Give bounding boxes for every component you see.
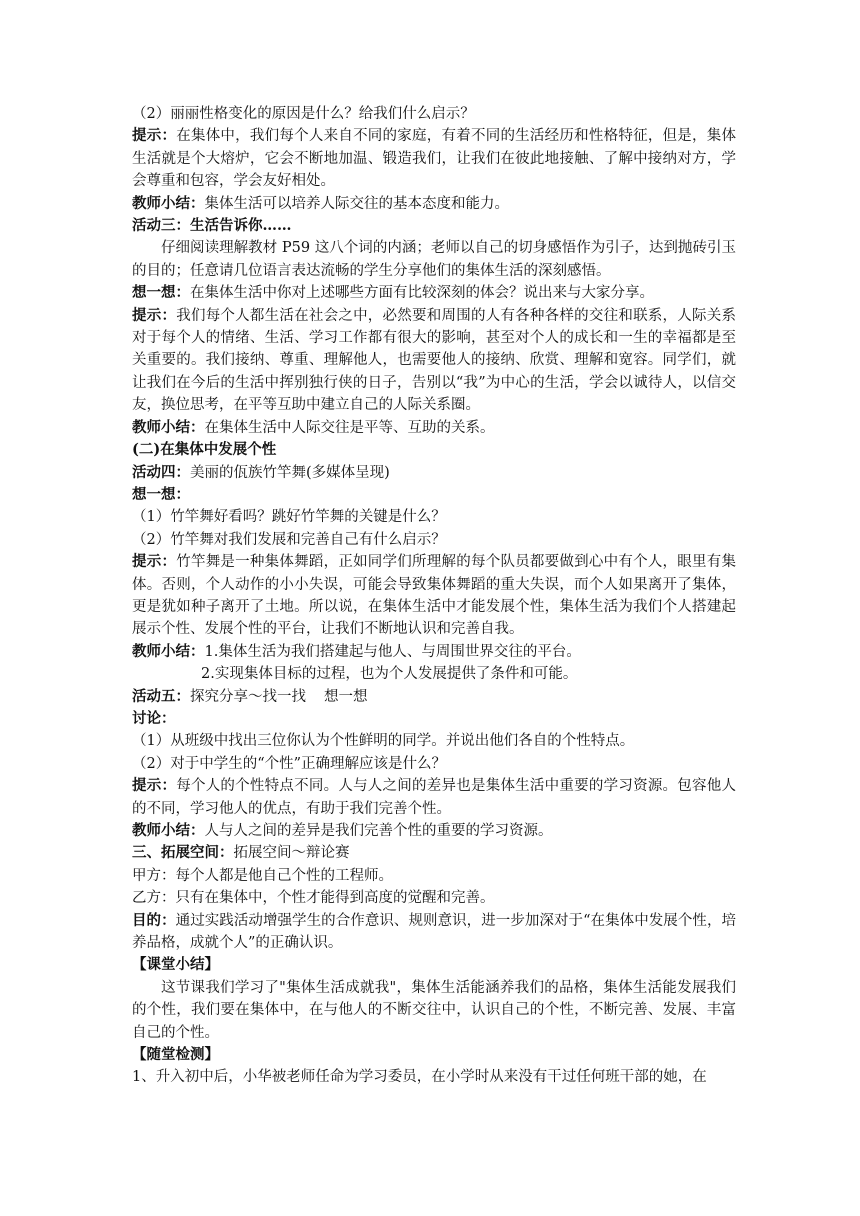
question-line: （1）竹竿舞好看吗？跳好竹竿舞的关键是什么？: [132, 509, 446, 526]
quiz-heading: 【随堂检测】: [132, 1046, 219, 1064]
question-line: （2）对于中学生的“个性”正确理解应该是什么？: [132, 755, 447, 772]
question-line: [132, 103, 736, 125]
activity-text-b: 想一想: [324, 688, 368, 705]
summary-text: 1.集体生活为我们搭建起与他人、与周围世界交往的平台。: [204, 643, 581, 660]
activity-paragraph: 仔细阅读理解教材 P59 这八个词的内涵；老师以自己的切身感悟作为引子，达到抛砖引玉的目的；任意请几位语言表达流畅的学生分享他们的集体生活的深刻感悟。: [132, 240, 736, 279]
section-label: 三、拓展空间：: [132, 844, 234, 862]
hint-paragraph: [132, 305, 736, 417]
hint-paragraph: [132, 125, 736, 192]
teacher-summary: [132, 193, 736, 215]
summary-label: 教师小结：: [132, 642, 205, 660]
hint-label: 提示：: [132, 127, 177, 145]
goal-text: 通过实践活动增强学生的合作意识、规则意识，进一步加深对于“在集体中发展个性，培养品格，成就个人”的正确认识。: [132, 912, 736, 952]
summary-label: 教师小结：: [132, 418, 205, 436]
document-body: [132, 103, 736, 1089]
summary-text: 在集体生活中人际交往是平等、互助的关系。: [204, 419, 495, 436]
hint-text: 在集体中，我们每个人来自不同的家庭，有着不同的生活经历和性格特征，但是，集体生活就是个大熔炉，它会不断地加温、锻造我们，让我们在彼此地接触、了解中接纳对方，学会尊重和包容，学会友好相处。: [132, 128, 737, 190]
question-line: （2）竹竿舞对我们发展和完善自己有什么启示？: [132, 531, 446, 548]
teacher-summary: [132, 417, 736, 439]
summary-label: 教师小结：: [132, 822, 205, 839]
activity-line: [132, 686, 736, 708]
hint-paragraph: [132, 775, 736, 820]
summary-text: 人与人之间的差异是我们完善个性的重要的学习资源。: [204, 823, 553, 839]
section-heading: (二)在集体中发展个性: [132, 441, 277, 459]
discussion-heading: 讨论：: [132, 709, 176, 727]
activity-text-a: 探究分享～找一找: [190, 688, 306, 705]
hint-text: 竹竿舞是一种集体舞蹈，正如同学们所理解的每个队员都要做到心中有个人，眼里有集体。否则，个人动作的小小失误，可能会导致集体舞蹈的重大失误，而个人如果离开了集体，更是犹如种子离开了土地。所以说，在集体生活中才能发展个性，集体生活为我们个人搭建起展示个性、发展个性的平台，让我们不断地认识和完善自我。: [132, 554, 737, 638]
question-text: （2）丽丽性格变化的原因是什么？给我们什么启示？: [132, 106, 475, 122]
hint-label: 提示：: [132, 553, 177, 571]
hint-label: 提示：: [132, 777, 177, 795]
think-label: 想一想：: [132, 284, 190, 302]
hint-paragraph: [132, 551, 736, 641]
section-line: [132, 842, 736, 864]
debate-side-a: 甲方：每个人都是他自己个性的工程师。: [132, 867, 393, 884]
activity-label: 活动四：: [132, 463, 190, 481]
think-paragraph: [132, 282, 736, 304]
hint-label: 提示：: [132, 306, 177, 324]
section-text: 拓展空间～辩论赛: [233, 845, 350, 862]
class-summary-heading: 【课堂小结】: [132, 956, 219, 974]
summary-label: 教师小结：: [132, 194, 205, 212]
class-summary-paragraph: 这节课我们学习了"集体生活成就我"，集体生活能涵养我们的品格，集体生活能发展我们的个性，我们要在集体中，在与他人的不断交往中，认识自己的个性，不断完善、发展、丰富自己的个性。: [132, 979, 736, 1041]
activity-text: 美丽的佤族竹竿舞(多媒体呈现): [190, 464, 390, 481]
think-heading: 想一想：: [132, 485, 190, 503]
summary-text: 集体生活可以培养人际交往的基本态度和能力。: [204, 195, 509, 212]
think-text: 在集体生活中你对上述哪些方面有比较深刻的体会？说出来与大家分享。: [190, 285, 654, 302]
goal-paragraph: [132, 910, 736, 955]
debate-side-b: 乙方：只有在集体中，个性才能得到高度的觉醒和完善。: [132, 890, 495, 907]
activity-label: 活动五：: [132, 687, 190, 705]
summary-continuation: 2.实现集体目标的过程，也为个人发展提供了条件和可能。: [201, 666, 578, 683]
hint-text: 我们每个人都生活在社会之中，必然要和周围的人有各种各样的交往和联系，人际关系对于每个人的情绪、生活、学习工作都有很大的影响，甚至对个人的成长和一生的幸福都是至关重要的。我们接纳、尊重、理解他人，也需要他人的接纳、欣赏、理解和宽容。同学们，就让我们在今后的生活中挥别独行侠的日子，告别以“我”为中心的生活，学会以诚待人，以信交友，换位思考，在平等互助中建立自己的人际关系圈。: [132, 307, 737, 414]
activity-line: [132, 462, 736, 484]
question-line: （1）从班级中找出三位你认为个性鲜明的同学。并说出他们各自的个性特点。: [132, 733, 635, 750]
hint-text: 每个人的个性特点不同。人与人之间的差异也是集体生活中重要的学习资源。包容他人的不同，学习他人的优点，有助于我们完善个性。: [132, 778, 737, 817]
activity-heading: 活动三：生活告诉你……: [132, 217, 292, 235]
teacher-summary: [132, 641, 736, 663]
goal-label: 目的：: [132, 911, 176, 929]
quiz-question: 1、升入初中后，小华被老师任命为学习委员，在小学时从来没有干过任何班干部的她，在: [132, 1069, 707, 1086]
teacher-summary: [132, 820, 736, 842]
